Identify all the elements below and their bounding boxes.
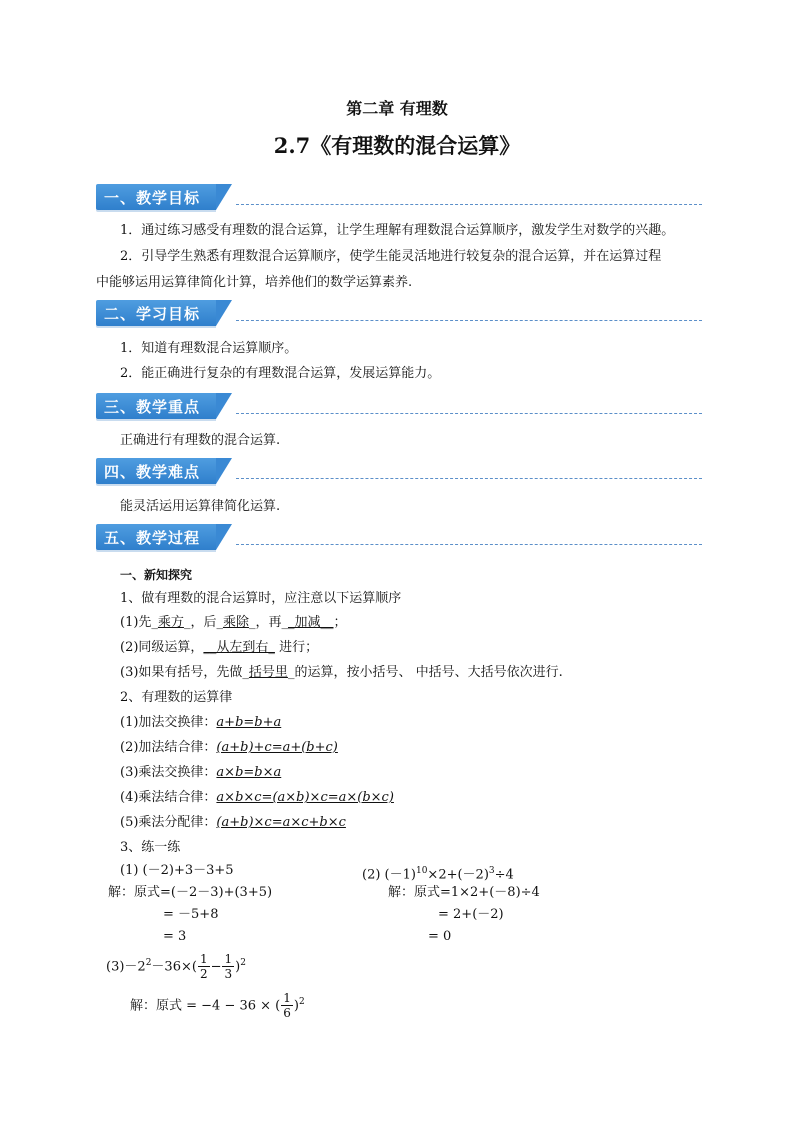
dashed-divider (236, 320, 702, 321)
chapter-heading: 第二章 有理数 (346, 99, 448, 118)
section-header-key-points (96, 393, 702, 425)
law-row: (2)加法结合律：(a+b)+c=a+(b+c) (120, 740, 338, 755)
section-label: 二、学习目标 (104, 305, 201, 323)
example-1-step: 解：原式=(－2－3)+(3+5) (108, 885, 273, 900)
goal-line-1: 1．通过练习感受有理数的混合运算，让学生理解有理数混合运算顺序，激发学生对数学的兴趣。 (120, 223, 675, 238)
goal-line-2: 2．引导学生熟悉有理数混合运算顺序，使学生能灵活地进行较复杂的混合运算，并在运算过程 (120, 249, 662, 264)
section-label: 四、教学难点 (104, 463, 201, 481)
key-point-text: 正确进行有理数的混合运算. (120, 433, 281, 448)
section-label: 三、教学重点 (104, 398, 201, 416)
example-2-step: = 0 (428, 929, 452, 944)
fraction: $\frac{1}{3}$ (224, 952, 233, 982)
section-label: 五、教学过程 (104, 529, 201, 547)
law-row: (1)加法交换律：a+b=b+a (120, 715, 282, 730)
example-1-step: = －5+8 (163, 907, 219, 922)
law-row: (3)乘法交换律：a×b=b×a (120, 765, 282, 780)
fraction: $\frac{1}{2}$ (199, 952, 208, 982)
section-label: 一、教学目标 (104, 189, 201, 207)
dashed-divider (236, 204, 702, 205)
fraction: $\frac{1}{6}$ (283, 991, 291, 1021)
dashed-divider (236, 544, 702, 545)
order-rule-2: (2)同级运算，__从左到右_ 进行； (120, 640, 319, 655)
order-rule-1: (1)先_乘方_，后_乘除_，再__加减__； (120, 615, 347, 630)
example-3-solution: 解：原式 = −4 − 36 × ( $\frac{1}{6}$ )$^2$ (130, 991, 305, 1021)
order-intro: 1、做有理数的混合运算时，应注意以下运算顺序 (120, 591, 402, 606)
example-2-question: (2) $(-1)^{10}\times 2+(-2)^3\div 4$ (362, 866, 514, 883)
practice-heading: 3、练一练 (120, 840, 181, 855)
difficulty-text: 能灵活运用运算律简化运算. (120, 499, 281, 514)
example-1-question: (1) (－2)+3－3+5 (120, 863, 234, 878)
example-3-question: $(3)-2^2-36\times$( $\frac{1}{2}$ − $\frac{1}{3}$ )$^2$ (106, 952, 246, 982)
section-header-teaching-goals (96, 184, 702, 216)
section-header-difficulties (96, 458, 702, 490)
lesson-title: 2.7《有理数的混合运算》 (273, 133, 521, 158)
laws-heading: 2、有理数的运算律 (120, 690, 233, 705)
process-heading: 一、新知探究 (120, 568, 193, 582)
dashed-divider (236, 478, 702, 479)
law-row: (5)乘法分配律：(a+b)×c=a×c+b×c (120, 815, 346, 830)
example-2-step: = 2+(－2) (438, 907, 504, 922)
section-header-learning-goals (96, 300, 702, 332)
section-header-process (96, 524, 702, 556)
learning-goal-2: 2．能正确进行复杂的有理数混合运算，发展运算能力。 (120, 366, 441, 381)
example-2-step: 解：原式=1×2+(－8)÷4 (388, 885, 540, 900)
law-row: (4)乘法结合律：a×b×c=(a×b)×c=a×(b×c) (120, 790, 394, 805)
dashed-divider (236, 413, 702, 414)
example-1-step: = 3 (163, 929, 187, 944)
learning-goal-1: 1．知道有理数混合运算顺序。 (120, 341, 298, 356)
goal-line-3: 中能够运用运算律简化计算，培养他们的数学运算素养. (96, 275, 413, 290)
order-rule-3: (3)如果有括号，先做_括号里_的运算，按小括号、 中括号、大括号依次进行. (120, 665, 563, 680)
